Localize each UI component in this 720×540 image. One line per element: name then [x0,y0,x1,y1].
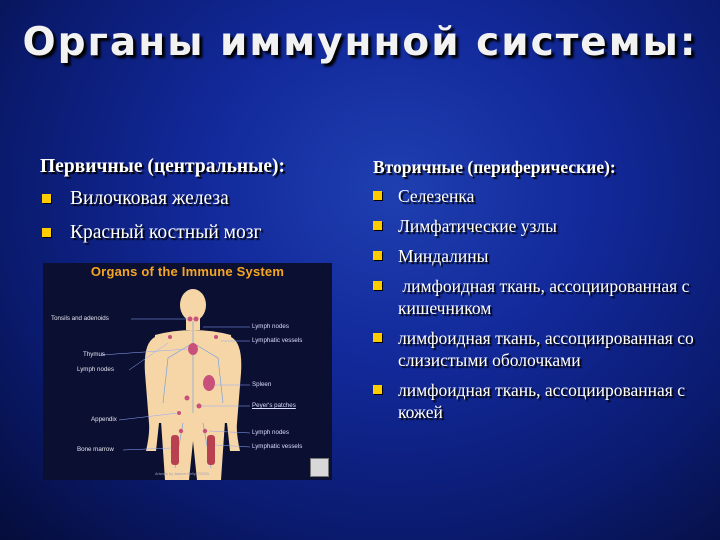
figure-label-lymph-nodes-lower: Lymph nodes [252,429,289,436]
figure-title: Organs of the Immune System [90,264,285,279]
primary-heading: Первичные (центральные): [40,156,285,177]
list-item: лимфоидная ткань, ассоциированная с кожей [373,379,703,423]
figure-label-lymphatic-vessels: Lymphatic vessels [252,337,303,344]
slide-title [0,18,720,68]
title-text: Органы иммунной системы: [22,20,698,65]
bullet-square-icon [373,281,382,290]
bullet-square-icon [373,251,382,260]
bullet-square-icon [42,194,51,203]
publisher-logo-icon [310,458,329,477]
figure-label-lymph-nodes-right: Lymph nodes [252,323,289,330]
bullet-square-icon [373,385,382,394]
bullet-square-icon [373,221,382,230]
figure-label-peyers-patches: Peyer's patches [252,402,296,409]
bullet-square-icon [373,191,382,200]
primary-organs-column [40,154,370,254]
bullet-square-icon [373,333,382,342]
list-item: Миндалины [373,245,703,267]
secondary-list [373,185,703,423]
list-item: Лимфатические узлы [373,215,703,237]
figure-label-appendix: Appendix [91,416,117,423]
secondary-organs-column [373,154,703,431]
immune-system-figure [43,263,332,480]
list-item: Вилочковая железа [40,186,370,212]
list-item: Красный костный мозг [40,220,370,246]
figure-label-spleen: Spleen [252,381,272,388]
figure-label-lymph-nodes-left: Lymph nodes [77,366,114,373]
figure-label-lymphatic-vessels-lower: Lymphatic vessels [252,443,303,450]
list-item: лимфоидная ткань, ассоциированная со слизистыми оболочками [373,327,703,371]
figure-credit: Artwork by Jeanne Kelly. ©2003 [155,472,209,476]
list-item: Селезенка [373,185,703,207]
figure-label-bone-marrow: Bone marrow [77,446,114,453]
primary-list [40,186,370,246]
list-item: лимфоидная ткань, ассоциированная с кишечником [373,275,703,319]
secondary-heading: Вторичные (периферические): [373,157,616,177]
figure-label-thymus: Thymus [83,351,106,358]
figure-label-tonsils: Tonsils and adenoids [51,315,109,322]
bullet-square-icon [42,228,51,237]
